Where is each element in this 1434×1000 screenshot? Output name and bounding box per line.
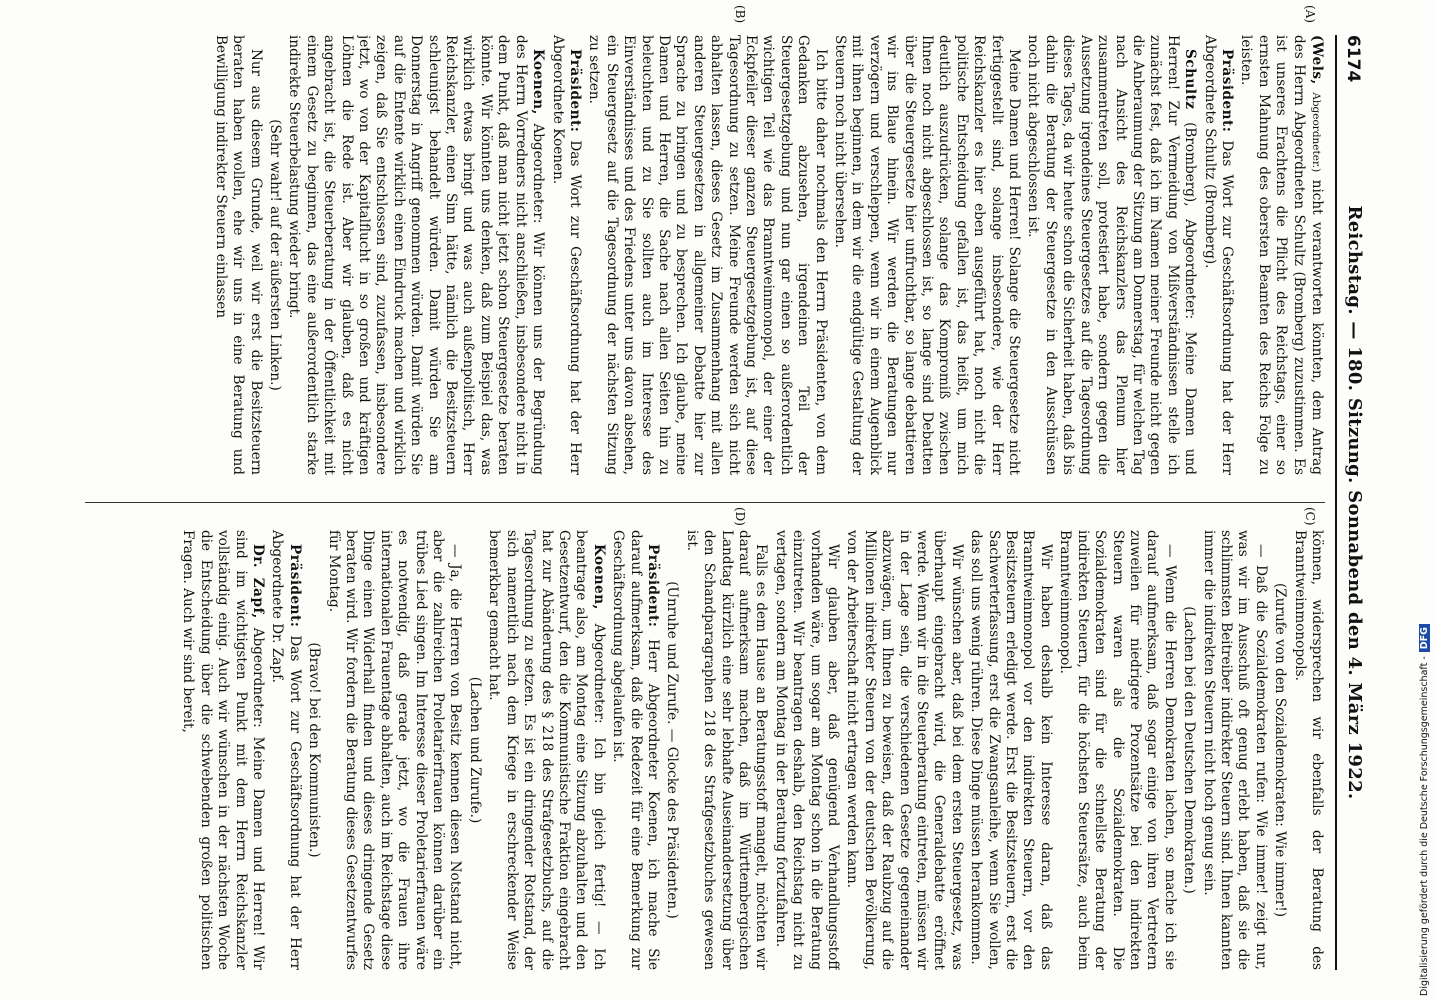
paragraph bbox=[268, 530, 303, 970]
paragraph-text: Das Wort zur Geschäftsordnung hat der Herr Abgeordnete Dr. Zapf. bbox=[269, 530, 303, 970]
paragraph-text: Das Wort zur Geschäftsordnung hat der Herr Abgeordnete Schultz (Bromberg). bbox=[1201, 35, 1235, 475]
paragraph bbox=[1200, 35, 1235, 475]
header-rule bbox=[1335, 35, 1337, 970]
speaker-name: (Wels, bbox=[1309, 35, 1325, 85]
paragraph bbox=[285, 35, 546, 475]
dfg-logo: DFG bbox=[1419, 624, 1430, 652]
speaker-name: Dr. Zapf, bbox=[250, 544, 267, 619]
speaker-name: Präsident: bbox=[286, 544, 303, 628]
digitization-credit bbox=[1419, 16, 1430, 996]
paragraph: Falls es dem Hause an Beratungsstoff mangelt, möchten wir darauf aufmerksam machen, daß im Württembergischen Landtag kürzlich eine sehr lebhafte Auseinandersetzung über den Schandparagraphen 218 des Strafgesetzbuches gewesen ist. bbox=[683, 530, 770, 970]
paragraph bbox=[548, 35, 583, 475]
paragraph: Ich bitte daher nochmals den Herrn Präsidenten, von dem Gedanken abzusehen, irgendeinen Teil der Steuergesetzgebung und nun gar einen so außerordentlich wichtigen Teil wie das Branntweinmonopol, der einer der Eckpfeiler dieser ganzen Steuergesetzgebung ist, auf diese Tagesordnung zu setzen. Meine Freunde werden sich nicht abhalten lassen, dieses Gesetz im Zusammenhang mit allen anderen Steuergesetzen in allgemeiner Debatte hier zur Sprache zu bringen und zu besprechen. Ich glaube, meine Damen und Herren, die Sache nach allen Seiten hin zu beleuchten und zu Sie sollten auch im Interesse des Einverständnisses und des Friedens unter uns davon absehen, ein Steuergesetz auf die Tagesordnung der nächsten Sitzung zu setzen. bbox=[586, 35, 829, 475]
credit-text: Digitalisierung gefördert durch die Deutsche Forschungsgemeinschaft - bbox=[1419, 656, 1430, 996]
right-column bbox=[85, 530, 1325, 970]
paragraph: Nur aus diesem Grunde, weil wir erst die Besitzsteuern beraten haben wollen, ehe wir uns in eine Beratung und Bewilligung indirekter Steuern einlassen bbox=[212, 35, 264, 475]
paragraph: — Wenn die Herren Demokraten lachen, so mache ich sie darauf aufmerksam, daß sogar einige von ihren Vertretern zuweilen für niedrigere Prozentsätze bei den indirekten Steuern waren als die Sozialdemokraten. Die Sozialdemokraten sind für die schnellste Beratung der indirekten Steuern, für die höchsten Steuersätze, auch beim Branntweinmonopol. bbox=[1057, 530, 1178, 970]
margin-marker-b: (B) bbox=[733, 5, 747, 24]
margin-marker-c: (C) bbox=[1303, 507, 1317, 526]
paragraph: können, widersprechen wir ebenfalls der Beratung des Branntweinmonopols. bbox=[1291, 530, 1325, 970]
page-number: 6174 bbox=[1343, 35, 1363, 83]
paragraph-text: Das Wort zur Geschäftsordnung hat der Herr Abgeordnete Koenen. bbox=[549, 35, 583, 475]
interjection: (Lachen bei den Deutschen Demokraten.) bbox=[1181, 606, 1198, 894]
paragraph: Meine Damen und Herren! Solange die Steuergesetze nicht fertiggestellt sind, solange insbesondere, wie der Herr Reichskanzler es hier eben ausgeführt hat, noch nicht die politische Entscheidung gefallen ist, das heißt, um mich deutlich auszudrücken, solange das Kompromiß zwischen Ihnen noch nicht abgeschlossen ist, so lange sind Debatten über die Steuergesetze hier unfruchtbar, so lange debattieren wir ins Blaue hinein. Wir werden die Beratungen nur verzögern und verschleppen, wenn wir in einem Augenblick mit ihnen beginnen, in dem wir die endgültige Gestaltung der Steuern noch nicht übersehen. bbox=[832, 35, 1023, 475]
paragraph-text: Abgeordneter: Meine Damen und Herren! Wir sind im wichtigsten Punkt mit dem Herrn Reichskanzler vollständig einig. Auch wir wünschen in der nächsten Woche die Entscheidung über die schwebenden großen politischen Fragen. Auch wir sind bereit, bbox=[180, 530, 267, 970]
margin-marker-a: (A) bbox=[1303, 5, 1317, 24]
paragraph: Wir haben deshalb kein Interesse daran, daß das Branntweinmonopol vor den indirekten Steuern, vor den Besitzsteuern erledigt werde. Erst die Besitzsteuern, erst die Sachwerterfassung, erst die Zwangsanleihe, wenn Sie wollen, das soll uns wenig rühren. Diese Dinge müssen herankommen. bbox=[968, 530, 1054, 970]
speaker-role: Abgeordneter.) bbox=[1310, 92, 1322, 173]
speaker-name: Schultz bbox=[1182, 49, 1199, 110]
page-header bbox=[1337, 35, 1367, 970]
speaker-name: Koenen, bbox=[590, 544, 607, 610]
paragraph: Wir wünschen aber, daß bei dem ersten Steuergesetz, was überhaupt eingebracht wird, die Generaldebatte eröffnet werde. Wenn wir in die Steuerberatung eintreten, müssen wir in der Lage sein, die verschiedenen Gesetze gegeneinander abzuwägen, um Ihnen zu beweisen, daß der Raubzug auf die Millionen indirekter Steuern von der deutschen Bevölkerung, von der Arbeiterschaft nicht ertragen werden kann. bbox=[844, 530, 965, 970]
paragraph bbox=[1237, 35, 1325, 475]
paragraph-text: Abgeordneter: Wir können uns der Begründung des Herrn Vorredners nicht anschließen, insbesondere nicht in dem Punkt, daß man nicht jetzt schon Steuergesetze beraten könnte. Wir könnten uns denken, daß zum Beispiel das, was wirklich etwas bringt und was auch außenpolitisch, Herr Reichskanzler, einen Sinn hätte, nämlich die Besitzsteuern schleunigst behandelt würden. Damit würden Sie am Donnerstag in Angriff genommen würden. Damit würden Sie auf die Entente wirklich einen Eindruck machen und wirklich zeigen, daß Sie entschlossen sind, zuzufassen, insbesondere jetzt, wo von der Kapitalflucht in so großen und kräftigen Löhnen die Rede ist. Aber wir glauben, daß es nicht angebracht ist, die Steuerberatung in der Öffentlichkeit mit einem Gesetz zu beginnen, das eine außerordentlich starke indirekte Steuerbelastung wieder bringt. bbox=[286, 35, 547, 475]
rotated-page-content bbox=[67, 5, 1367, 970]
interjection: (Unruhe und Zurufe. — Glocke des Präsidenten.) bbox=[664, 581, 681, 919]
speaker-name: Koenen, bbox=[530, 49, 547, 115]
paragraph bbox=[609, 530, 661, 970]
paragraph: Wir glauben aber, daß genügend Verhandlungsstoff vorhanden wäre, um sogar am Montag schon in die Beratung einzutreten. Wir beantragen deshalb, den Reichstag nicht zu vertagen, sondern am Montag in der Beratung fortzufahren. bbox=[772, 530, 842, 970]
paragraph-text: (Bromberg), Abgeordneter: Meine Damen und Herren! Zur Vermeidung von Mißverständnissen stelle ich zunächst fest, daß ich im Namen meiner Freunde nicht gegen die Anberaumung der Sitzung am Donnerstag, für welchen Tag nach Ansicht des Reichskanzlers das Plenum hier zusammentreten soll, protestiert habe, sondern gegen die Aussetzung irgendeines Steuergesetzes auf die Tagesordnung dieses Tages, da wir heute schon die Sicherheit haben, daß bis dahin die Beratung der Steuergesetze in den Ausschüssen noch nicht abgeschlossen ist. bbox=[1025, 35, 1199, 475]
paragraph-text: Abgeordneter: Ich bin gleich fertig! — Ich beantrage also, am Montag eine Sitzung abzuhalten und den Gesetzentwurf, den die Kommunistische Fraktion eingebracht hat zur Abänderung des § 218 des Strafgesetzbuchs, auf die Tagesordnung zu setzen. Es ist ein dringender Rotstand, der sich namentlich nach dem Kriege in erschreckender Weise bemerkbar gemacht hat. bbox=[486, 530, 607, 970]
paragraph-text: Herr Abgeordneter Koenen, ich mache Sie darauf aufmerksam, daß die Redezeit für eine Bemerkung zur Geschäftsordnung abgelaufen ist. bbox=[610, 530, 661, 970]
paragraph bbox=[179, 530, 266, 970]
left-column bbox=[85, 35, 1325, 475]
paragraph: — Ja, die Herren von Besitz kennen diesen Notstand nicht, aber die zahlreichen Proletarierfrauen können darüber ein trübes Lied singen. Im Interesse dieser Proletarierfrauen wäre es notwendig, daß gerade jetzt, wo die Frauen ihre internationalen Frauentage abhalten, auch im Reichstage diese Dinge einen Widerhall finden und dieses dringende Gesetz beraten wird. Wir fordern die Beratung dieses Gesetzentwurfes für Montag. bbox=[325, 530, 464, 970]
paragraph: — Daß die Sozialdemokraten rufen: Wie immer! zeigt nur, was wir im Ausschuß oft genug erlebt haben, daß sie die schlimmsten Beitreiber indirekter Steuern sind. Ihnen kannten immer die indirekten Steuern nicht hoch genug sein. bbox=[1200, 530, 1269, 970]
speaker-name: Präsident: bbox=[1218, 49, 1235, 133]
page-title: Reichstag. — 180. Sitzung. Sonnabend den 4. März 1922. bbox=[1344, 205, 1365, 800]
paragraph bbox=[1024, 35, 1198, 475]
paragraph-text: nicht verantworten könnten, dem Antrag des Herrn Abgeordneten Schultz (Bromberg) zuzustimmen. Es ist unseres Erachtens die Pflicht des Reichstags, einer so ernsten Mahnung des obersten Beamten des Reichs Folge zu leisten. bbox=[1238, 35, 1325, 475]
margin-marker-d: (D) bbox=[733, 507, 747, 526]
interjection: (Sehr wahr! auf der äußersten Linken.) bbox=[267, 119, 284, 391]
interjection: (Zurufe von den Sozialdemokraten: Wie immer!) bbox=[1272, 582, 1289, 918]
interjection: (Bravo! bei den Kommunisten.) bbox=[306, 642, 323, 858]
column-divider bbox=[85, 502, 1325, 503]
speaker-name: Präsident: bbox=[644, 544, 661, 628]
paragraph bbox=[485, 530, 607, 970]
interjection: (Lachen und Zurufe.) bbox=[466, 676, 483, 824]
speaker-name: Präsident: bbox=[566, 49, 583, 133]
